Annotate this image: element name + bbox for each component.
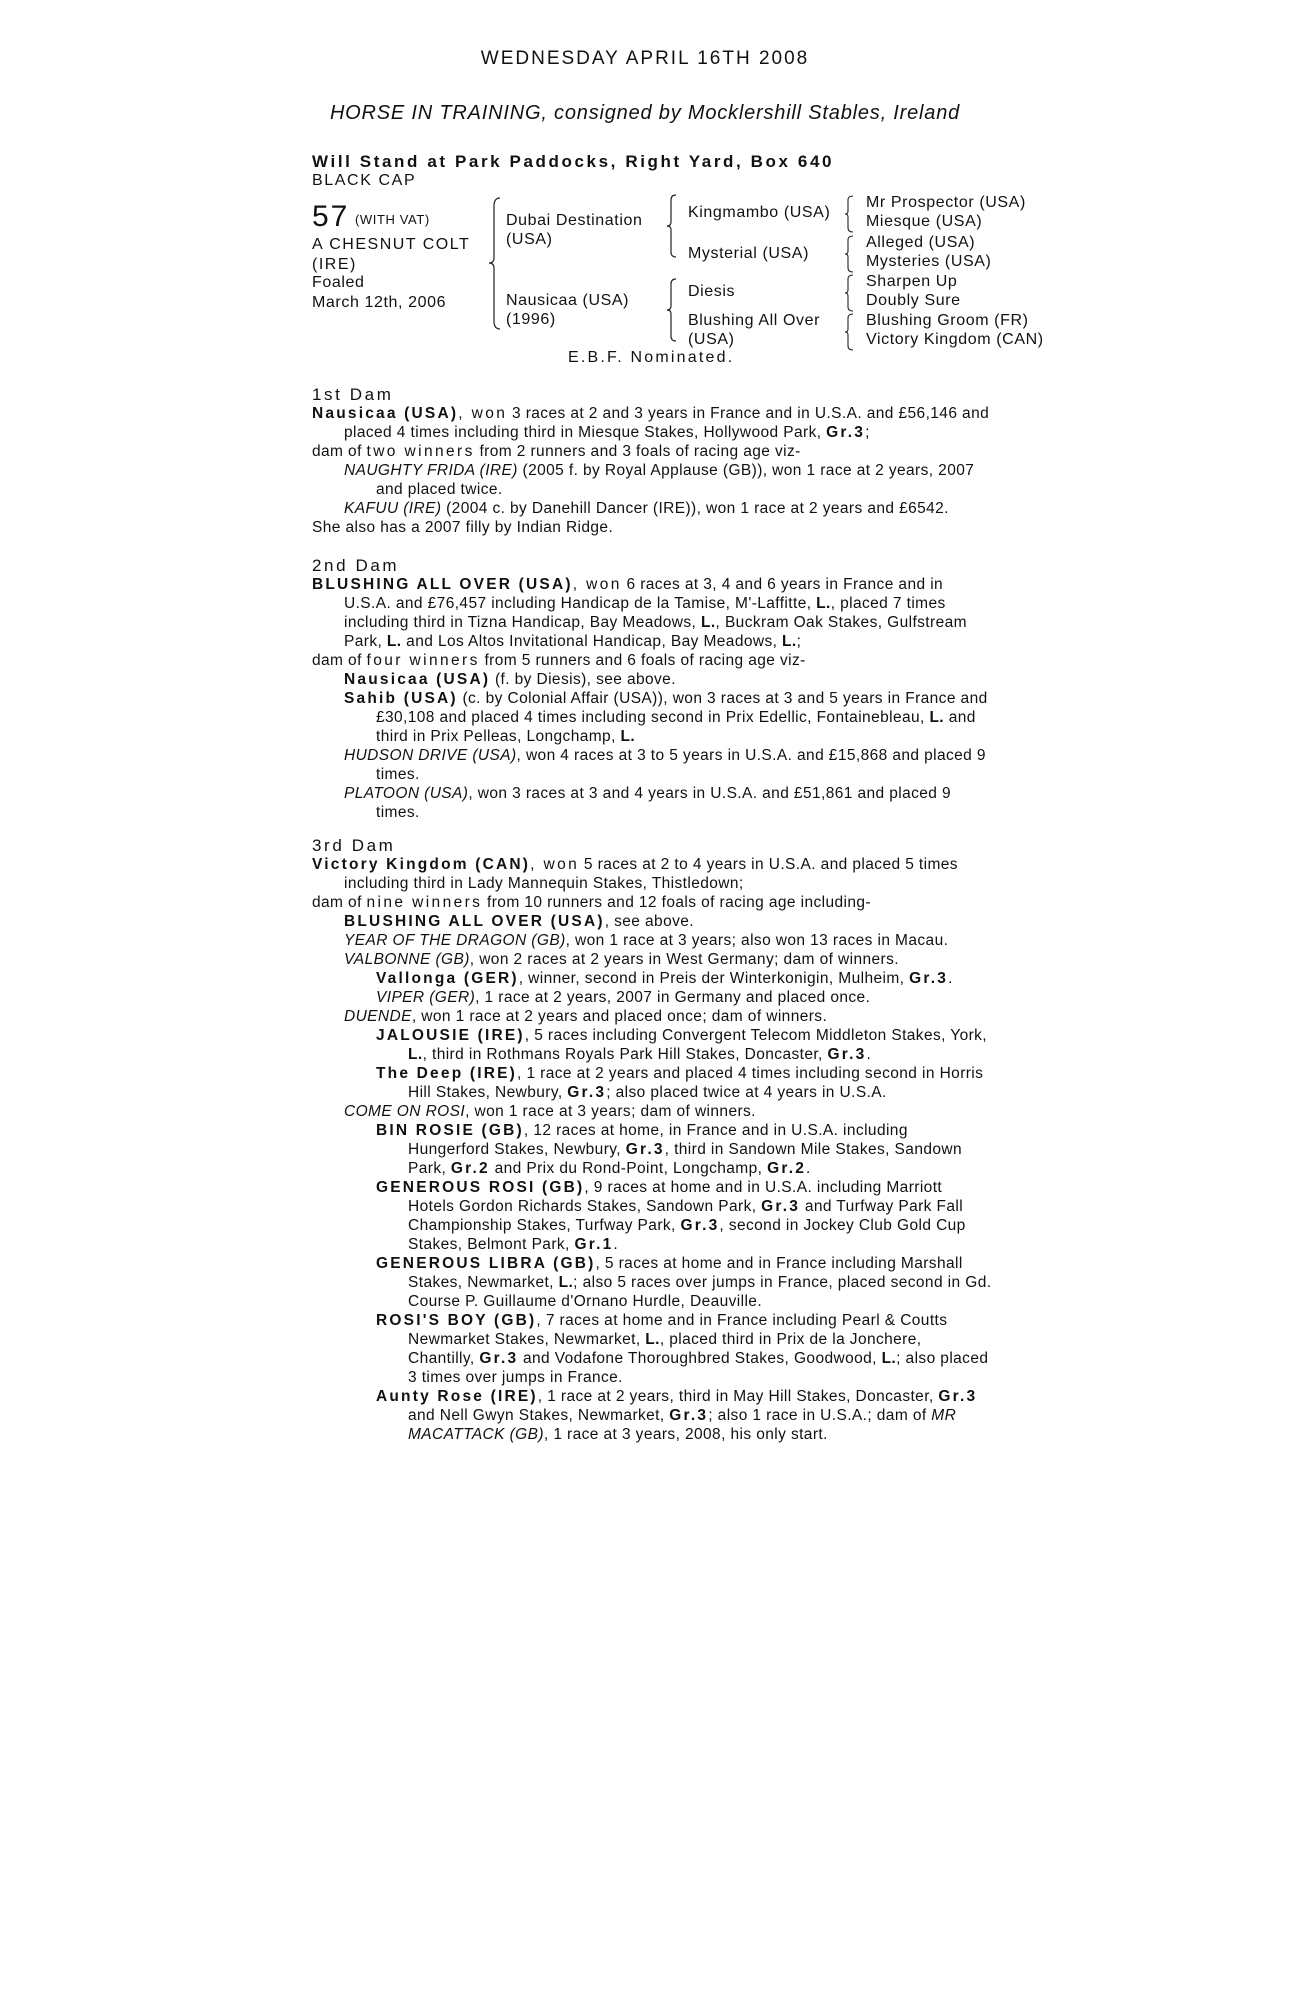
third-dam-section <box>312 836 992 1444</box>
foal-name: VALBONNE (GB) <box>344 951 470 968</box>
foal-text: ; also placed 3 times over jumps in France. <box>408 1350 989 1386</box>
record-text: , placed 7 times including third in Tizna Handicap, Bay Meadows, <box>344 595 946 631</box>
granddam-6: Doubly Sure <box>866 292 961 309</box>
foal-text: , third in Rothmans Royals Park Hill Stakes, Doncaster, <box>422 1046 828 1063</box>
second-dam-foal-2 <box>312 689 992 746</box>
pedigree-brace-2 <box>664 193 680 259</box>
foal-text: and Turfway Park Fall Championship Stakes, Turfway Park, <box>408 1198 964 1234</box>
sire-country: (USA) <box>506 231 553 248</box>
record-text: 6 races at 3, 4 and 6 years in France and in U.S.A. and £76,457 including Handicap de la Tamise, M'-Laffitte, <box>344 576 944 612</box>
second-dam-name: BLUSHING ALL OVER (USA) <box>312 576 573 593</box>
foal-name: Aunty Rose (IRE) <box>376 1388 538 1405</box>
foal-text: , 1 race at 2 years, 2007 in Germany and placed once. <box>475 989 871 1006</box>
foal-text: , won 1 race at 3 years; dam of winners. <box>465 1103 756 1120</box>
foal-text: , 7 races at home and in France including Pearl & Coutts Newmarket Stakes, Newmarket, <box>408 1312 948 1348</box>
listed-tag: L. <box>386 633 402 650</box>
produce-suffix: from 10 runners and 12 foals of racing age including- <box>482 894 871 911</box>
foal-text: , winner, second in Preis der Winterkonigin, Mulheim, <box>518 970 910 987</box>
foal-name: ROSI'S BOY (GB) <box>376 1312 537 1329</box>
foal-text: , 1 race at 2 years, third in May Hill Stakes, Doncaster, <box>537 1388 939 1405</box>
grade-tag: Gr.2 <box>450 1160 490 1177</box>
first-dam-record <box>312 404 992 442</box>
foal-text: and Vodafone Thoroughbred Stakes, Goodwood, <box>518 1350 882 1367</box>
sale-date: WEDNESDAY APRIL 16TH 2008 <box>480 48 810 69</box>
foal-name: NAUGHTY FRIDA (IRE) <box>344 462 518 479</box>
third-dam-grandfoal-3a <box>312 969 992 988</box>
foal-text: , 12 races at home, in France and in U.S.A. including Hungerford Stakes, Newbury, <box>408 1122 908 1158</box>
foal-text: , won 4 races at 3 to 5 years in U.S.A. and £15,868 and placed 9 times. <box>376 747 986 783</box>
foal-text: , won 1 race at 2 years and placed once; dam of winners. <box>411 1008 828 1025</box>
record-text: 5 races at 2 to 4 years in U.S.A. and placed 5 times including third in Lady Mannequin Stakes, Thistledown; <box>344 856 958 892</box>
listed-tag: L. <box>881 1350 897 1367</box>
grade-tag: Gr.2 <box>767 1160 807 1177</box>
foal-text: , second in Jockey Club Gold Cup Stakes, Belmont Park, <box>408 1217 966 1253</box>
granddam-2: Miesque (USA) <box>866 213 983 230</box>
third-dam-grandfoal-5a <box>312 1121 992 1178</box>
dam-sire-name: Diesis <box>688 283 736 300</box>
grandsire-7: Blushing Groom (FR) <box>866 312 1029 329</box>
second-dam-foal-3 <box>312 746 992 784</box>
third-dam-grandfoal-4a <box>312 1026 992 1064</box>
third-dam-name: Victory Kingdom (CAN) <box>312 856 531 873</box>
second-dam-heading: 2nd Dam <box>312 556 400 575</box>
first-dam-end: ; <box>865 424 870 441</box>
foal-text: . <box>806 1160 811 1177</box>
foal-name: HUDSON DRIVE (USA) <box>344 747 517 764</box>
foal-name: Vallonga (GER) <box>376 970 519 987</box>
foal-text: ; also 5 races over jumps in France, placed second in Gd. Course P. Guillaume d'Ornano Hurdle, Deauville. <box>408 1274 992 1310</box>
pedigree-brace-4 <box>842 194 856 234</box>
foal-name: VIPER (GER) <box>376 989 476 1006</box>
foal-text: (f. by Diesis), see above. <box>490 671 676 688</box>
third-dam-foal-4 <box>312 1007 992 1026</box>
foal-text: . <box>866 1046 872 1063</box>
grade-tag: Gr.3 <box>938 1388 978 1405</box>
listed-tag: L. <box>620 728 636 745</box>
listed-tag: L. <box>929 709 945 726</box>
third-dam-grandfoal-5b <box>312 1178 992 1254</box>
grade-tag: Gr.3 <box>625 1141 665 1158</box>
foal-text: (2005 f. by Royal Applause (GB)), won 1 race at 2 years, 2007 and placed twice. <box>376 462 975 498</box>
foal-text: (2004 c. by Danehill Dancer (IRE)), won 1 race at 2 years and £6542. <box>441 500 949 517</box>
second-dam-foal-4 <box>312 784 992 822</box>
record-text: ; <box>796 633 802 650</box>
first-dam-produce-line <box>312 442 992 461</box>
listed-tag: L. <box>408 1046 423 1063</box>
dam-dam-country: (USA) <box>688 331 735 348</box>
foal-text: , 9 races at home and in U.S.A. including Marriott Hotels Gordon Richards Stakes, Sandown Park, <box>408 1179 943 1215</box>
foal-name: YEAR OF THE DRAGON (GB) <box>344 932 566 949</box>
grade-tag: Gr.3 <box>680 1217 720 1234</box>
foal-text: , see above. <box>604 913 694 930</box>
foal-name: GENEROUS LIBRA (GB) <box>376 1255 596 1272</box>
horse-country: (IRE) <box>312 256 357 273</box>
third-dam-won: , won <box>530 856 580 873</box>
foal-text: , won 2 races at 2 years in West Germany; dam of winners. <box>469 951 899 968</box>
produce-winners: two winners <box>366 443 475 460</box>
vat-note: (WITH VAT) <box>355 212 430 227</box>
third-dam-grandfoal-5e <box>312 1387 992 1444</box>
first-dam-grade: Gr.3 <box>826 424 866 441</box>
produce-winners: four winners <box>366 652 480 669</box>
listed-tag: L. <box>645 1331 660 1348</box>
foal-text: and Prix du Rond-Point, Longchamp, <box>489 1160 768 1177</box>
foal-name: The Deep (IRE) <box>376 1065 518 1082</box>
record-text: , Buckram Oak Stakes, Gulfstream Park, <box>344 614 967 650</box>
foal-text: and Nell Gwyn Stakes, Newmarket, <box>408 1407 670 1424</box>
foal-text: , placed third in Prix de la Jonchere, Chantilly, <box>408 1331 922 1367</box>
foaled-label: Foaled <box>312 274 365 291</box>
granddam-8: Victory Kingdom (CAN) <box>866 331 1044 348</box>
grade-tag: Gr.1 <box>574 1236 614 1253</box>
grade-tag: Gr.3 <box>761 1198 801 1215</box>
grade-tag: Gr.3 <box>479 1350 519 1367</box>
foal-name: DUENDE <box>344 1008 412 1025</box>
foal-name: KAFUU (IRE) <box>344 500 442 517</box>
third-dam-grandfoal-5c <box>312 1254 992 1311</box>
record-text: and Los Altos Invitational Handicap, Bay Meadows, <box>401 633 783 650</box>
foaled-date: March 12th, 2006 <box>312 294 447 311</box>
second-dam-record <box>312 575 992 651</box>
foal-text: , 1 race at 2 years and placed 4 times including second in Horris Hill Stakes, Newbury, <box>408 1065 984 1101</box>
foal-text: , third in Sandown Mile Stakes, Sandown Park, <box>408 1141 962 1177</box>
foal-text: and third in Prix Pelleas, Longchamp, <box>376 709 976 745</box>
grade-tag: Gr.3 <box>567 1084 607 1101</box>
first-dam-section <box>312 385 992 537</box>
produce-prefix: dam of <box>312 894 367 911</box>
consignment-line: HORSE IN TRAINING, consigned by Mocklershill Stables, Ireland <box>329 102 961 124</box>
grandsire-5: Sharpen Up <box>866 273 958 290</box>
sire-sire-name: Kingmambo (USA) <box>688 204 831 221</box>
third-dam-heading: 3rd Dam <box>312 836 396 855</box>
foal-name: MR MACATTACK (GB) <box>408 1407 957 1443</box>
pedigree-brace-7 <box>842 312 856 352</box>
listed-tag: L. <box>782 633 797 650</box>
third-dam-foal-1 <box>312 912 992 931</box>
third-dam-foal-5 <box>312 1102 992 1121</box>
foal-name: BIN ROSIE (GB) <box>376 1122 524 1139</box>
foal-name: JALOUSIE (IRE) <box>376 1027 525 1044</box>
pedigree-brace-5 <box>842 234 856 274</box>
ebf-nomination: E.B.F. Nominated. <box>568 349 735 366</box>
foal-text: , 5 races at home and in France including Marshall Stakes, Newmarket, <box>408 1255 963 1291</box>
third-dam-record <box>312 855 992 893</box>
third-dam-grandfoal-4b <box>312 1064 992 1102</box>
first-dam-foal-1 <box>312 461 992 499</box>
foal-text: (c. by Colonial Affair (USA)), won 3 races at 3 and 5 years in France and £30,108 and placed 4 times including second in Prix Edellic, Fontainebleau, <box>376 690 988 726</box>
dam-name: Nausicaa (USA) <box>506 292 630 309</box>
horse-description: A CHESNUT COLT <box>312 236 471 253</box>
foal-text: , won 3 races at 3 and 4 years in U.S.A. and £51,861 and placed 9 times. <box>376 785 952 821</box>
sire-dam-name: Mysterial (USA) <box>688 245 810 262</box>
third-dam-grandfoal-3b <box>312 988 992 1007</box>
produce-prefix: dam of <box>312 652 367 669</box>
dam-year: (1996) <box>506 311 556 328</box>
second-dam-section <box>312 556 992 822</box>
pedigree-brace-6 <box>842 273 856 313</box>
first-dam-name: Nausicaa (USA) <box>312 405 459 422</box>
foal-name: Sahib (USA) <box>344 690 458 707</box>
produce-prefix: dam of <box>312 443 367 460</box>
third-dam-foal-3 <box>312 950 992 969</box>
foal-name: GENEROUS ROSI (GB) <box>376 1179 585 1196</box>
first-dam-foal-2 <box>312 499 992 518</box>
foal-text: , 5 races including Convergent Telecom Middleton Stakes, York, <box>524 1027 988 1044</box>
lot-number: 57 <box>312 200 350 233</box>
grandsire-3: Alleged (USA) <box>866 234 976 251</box>
first-dam-record-text: 3 races at 2 and 3 years in France and in U.S.A. and £56,146 and placed 4 times including third in Miesque Stakes, Hollywood Park, <box>344 405 990 441</box>
pedigree-brace-1 <box>486 196 506 331</box>
first-dam-heading: 1st Dam <box>312 385 394 404</box>
second-dam-foal-1 <box>312 670 992 689</box>
listed-tag: L. <box>700 614 716 631</box>
grade-tag: Gr.3 <box>669 1407 709 1424</box>
second-dam-produce-line <box>312 651 992 670</box>
foal-name: PLATOON (USA) <box>344 785 469 802</box>
third-dam-produce-line <box>312 893 992 912</box>
grade-tag: Gr.3 <box>909 970 949 987</box>
third-dam-grandfoal-5d <box>312 1311 992 1387</box>
sire-name: Dubai Destination <box>506 212 643 229</box>
grandsire-1: Mr Prospector (USA) <box>866 194 1026 211</box>
foal-text: . <box>948 970 953 987</box>
listed-tag: L. <box>558 1274 574 1291</box>
first-dam-also: She also has a 2007 filly by Indian Ridge. <box>312 519 614 536</box>
grade-tag: Gr.3 <box>827 1046 867 1063</box>
produce-winners: nine winners <box>366 894 483 911</box>
produce-suffix: from 5 runners and 6 foals of racing age viz- <box>479 652 806 669</box>
listed-tag: L. <box>816 595 831 612</box>
cap-colour: BLACK CAP <box>312 172 417 189</box>
foal-text: ; also placed twice at 4 years in U.S.A. <box>606 1084 887 1101</box>
third-dam-foal-2 <box>312 931 992 950</box>
foal-name: Nausicaa (USA) <box>344 671 491 688</box>
first-dam-won: , won <box>458 405 508 422</box>
granddam-4: Mysteries (USA) <box>866 253 992 270</box>
foal-text: , won 1 race at 3 years; also won 13 races in Macau. <box>565 932 949 949</box>
dam-dam-name: Blushing All Over <box>688 312 821 329</box>
foal-text: ; also 1 race in U.S.A.; dam of <box>708 1407 932 1424</box>
foal-name: COME ON ROSI <box>344 1103 466 1120</box>
produce-suffix: from 2 runners and 3 foals of racing age viz- <box>474 443 801 460</box>
foal-name: BLUSHING ALL OVER (USA) <box>344 913 605 930</box>
pedigree-brace-3 <box>664 277 680 343</box>
stand-location: Will Stand at Park Paddocks, Right Yard, Box 640 <box>312 152 835 171</box>
foal-text: , 1 race at 3 years, 2008, his only start. <box>543 1426 828 1443</box>
second-dam-won: , won <box>572 576 622 593</box>
foal-text: . <box>613 1236 619 1253</box>
